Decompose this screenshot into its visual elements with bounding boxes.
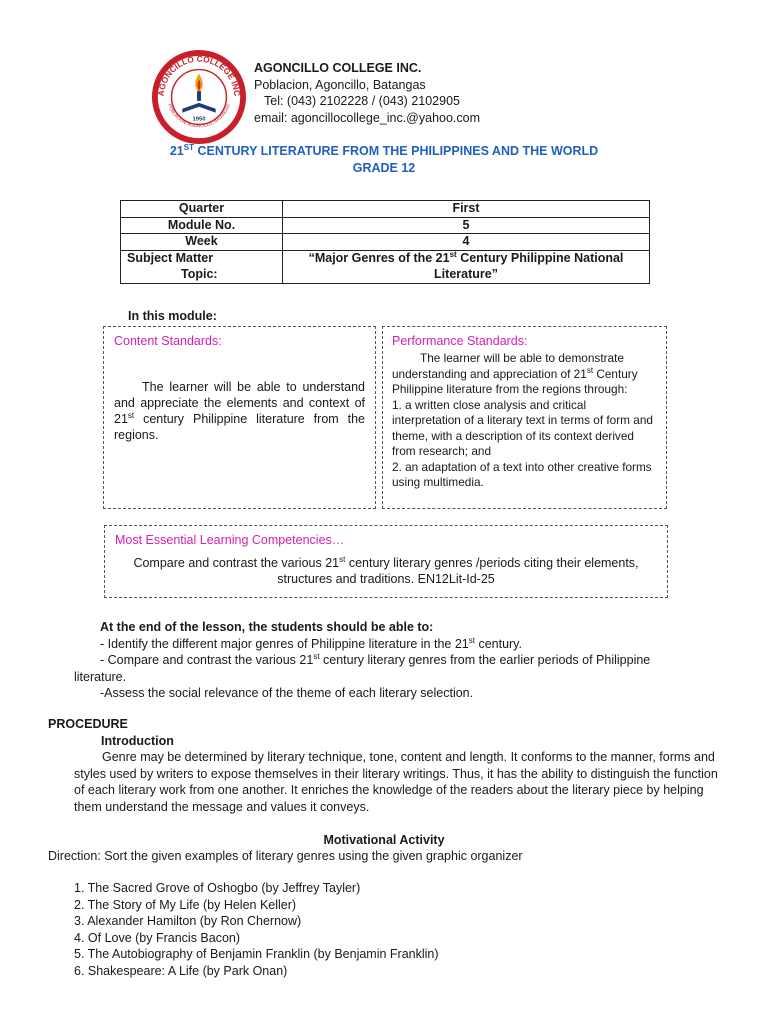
school-email: email: agoncillocollege_inc.@yahoo.com	[254, 110, 481, 125]
list-item: 6. Shakespeare: A Life (by Park Onan)	[74, 963, 288, 978]
direction-text: Direction: Sort the given examples of literary genres using the given graphic organizer	[48, 849, 523, 863]
title-line-2: GRADE 12	[352, 160, 416, 175]
introduction-heading: Introduction	[101, 734, 174, 748]
quarter-label: Quarter	[121, 201, 283, 218]
school-name: AGONCILLO COLLEGE INC.	[254, 61, 422, 75]
document-title	[0, 143, 768, 176]
lesson-objectives	[74, 619, 714, 702]
list-item: 5. The Autobiography of Benjamin Franklin (by Benjamin Franklin)	[74, 947, 439, 961]
table-row	[121, 250, 650, 283]
list-item: 2. The Story of My Life (by Helen Keller)	[74, 897, 297, 912]
objective-item-2-wrap: literature.	[74, 669, 127, 684]
module-info-table	[120, 200, 650, 284]
module-label: Module No.	[121, 217, 283, 234]
table-row	[121, 201, 650, 218]
content-standards-heading: Content Standards:	[114, 334, 222, 348]
school-info	[254, 60, 480, 126]
performance-standards-heading: Performance Standards:	[392, 334, 528, 348]
melc-body: Compare and contrast the various 21st century literary genres /periods citing their elements, structures and traditions. EN12Lit-Id-25	[133, 554, 639, 586]
content-standards-box	[103, 326, 376, 509]
melc-box	[104, 525, 668, 598]
performance-standards-box	[382, 326, 667, 509]
performance-item-2: 2. an adaptation of a text into other creative forms using multimedia.	[392, 459, 652, 489]
svg-text:POBLACION, AGONCILLO, BATANGAS: POBLACION, AGONCILLO, BATANGAS	[167, 103, 231, 129]
objective-item-2: - Compare and contrast the various 21st century literary genres from the earlier periods of Philippine	[100, 651, 651, 667]
introduction-body: Genre may be determined by literary technique, tone, content and length. It conforms to the manner, forms and styles used by writers to expose themselves in their literary writings. Thus, it has the ability to distinguish the function of each literary work from one another. It enriches the knowledge of the readers about the literary piece by helping them understand the message and values it conveys.	[74, 750, 718, 814]
list-item: 3. Alexander Hamilton (by Ron Chernow)	[74, 914, 302, 928]
in-module-heading: In this module:	[128, 309, 217, 323]
objective-item-1: - Identify the different major genres of Philippine literature in the 21st century.	[100, 635, 522, 651]
motivational-activity-heading: Motivational Activity	[323, 833, 445, 847]
list-item: 4. Of Love (by Francis Bacon)	[74, 930, 241, 945]
week-value: 4	[283, 234, 650, 251]
title-line-1: 21ST CENTURY LITERATURE FROM THE PHILIPPINES AND THE WORLD	[169, 142, 599, 158]
module-value: 5	[283, 217, 650, 234]
topic-value: “Major Genres of the 21st Century Philippine National Literature”	[283, 250, 650, 283]
list-item: 1. The Sacred Grove of Oshogbo (by Jeffrey Tayler)	[74, 881, 361, 895]
table-row	[121, 234, 650, 251]
quarter-value: First	[283, 201, 650, 218]
melc-heading: Most Essential Learning Competencies…	[115, 533, 345, 547]
procedure-heading: PROCEDURE	[48, 717, 128, 731]
examples-list	[74, 880, 439, 979]
svg-text:1950: 1950	[192, 116, 206, 123]
table-row	[121, 217, 650, 234]
college-seal-logo	[150, 48, 248, 146]
svg-text:AGONCILLO COLLEGE INC: AGONCILLO COLLEGE INC	[155, 53, 243, 97]
performance-intro: The learner will be able to demonstrate understanding and appreciation of 21st Century Philippine literature from the regions through:	[392, 351, 638, 396]
performance-standards-body	[392, 351, 657, 491]
school-address: Poblacion, Agoncillo, Batangas	[254, 77, 426, 92]
objectives-heading: At the end of the lesson, the students should be able to:	[100, 620, 434, 634]
content-standards-body: The learner will be able to understand and appreciate the elements and context of 21st century Philippine literature from the regions.	[114, 380, 365, 442]
week-label: Week	[121, 234, 283, 251]
school-telephone: Tel: (043) 2102228 / (043) 2102905	[264, 94, 460, 108]
performance-item-1: 1. a written close analysis and critical interpretation of a literary text in terms of form and theme, with a description of its context derived from research; and	[392, 397, 653, 458]
objective-item-3: -Assess the social relevance of the theme of each literary selection.	[100, 686, 474, 700]
subject-label: Subject Matter Topic:	[121, 250, 283, 283]
